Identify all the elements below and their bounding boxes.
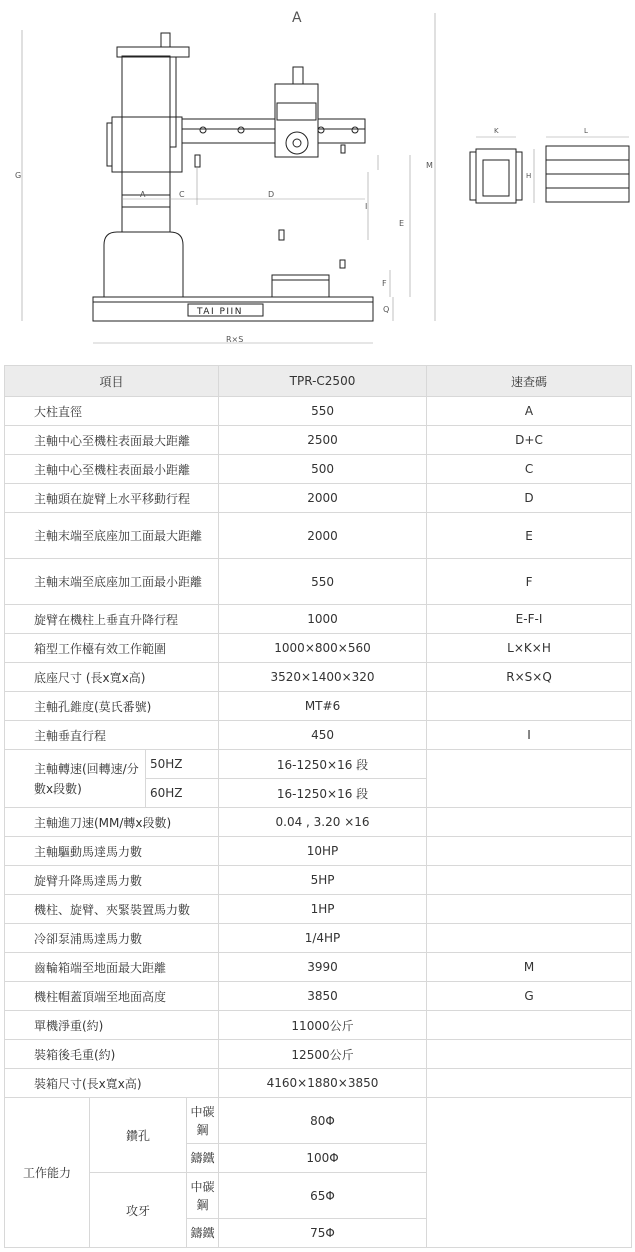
dim-a-top: A	[292, 10, 302, 26]
column	[122, 56, 170, 232]
row-item: 旋臂在機柱上垂直升降行程	[5, 605, 219, 634]
table-row	[5, 692, 632, 721]
header-item: 項目	[5, 366, 219, 397]
row-item: 主軸末端至底座加工面最小距離	[5, 559, 219, 605]
row-item: 主軸垂直行程	[5, 721, 219, 750]
row-code	[427, 924, 632, 953]
table-row	[5, 750, 632, 779]
machine-drawing	[0, 0, 635, 360]
row-item: 大柱直徑	[5, 397, 219, 426]
row-code: C	[427, 455, 632, 484]
table-row	[5, 634, 632, 663]
row-item: 主軸孔錐度(莫氏番號)	[5, 692, 219, 721]
row-item: 機柱帽蓋頂端至地面高度	[5, 982, 219, 1011]
dim-f: F	[382, 279, 387, 288]
dim-m: M	[426, 161, 433, 170]
material-label: 中碳鋼	[187, 1098, 219, 1144]
row-value: 3850	[219, 982, 427, 1011]
table-row	[5, 426, 632, 455]
capacity-item: 工作能力	[5, 1098, 90, 1248]
dim-c: C	[179, 190, 185, 199]
row-item: 主軸頭在旋臂上水平移動行程	[5, 484, 219, 513]
table-row	[5, 837, 632, 866]
speed-code	[427, 750, 632, 808]
row-code: D	[427, 484, 632, 513]
row-item: 主軸中心至機柱表面最大距離	[5, 426, 219, 455]
row-value: 0.04 , 3.20 ×16	[219, 808, 427, 837]
row-code: D+C	[427, 426, 632, 455]
row-value: 11000公斤	[219, 1011, 427, 1040]
radial-arm	[182, 119, 365, 143]
row-item: 齒輪箱端至地面最大距離	[5, 953, 219, 982]
row-item: 主軸中心至機柱表面最小距離	[5, 455, 219, 484]
row-item: 主軸末端至底座加工面最大距離	[5, 513, 219, 559]
table-row	[5, 953, 632, 982]
capacity-value: 75Φ	[219, 1219, 427, 1248]
dim-k: K	[494, 127, 499, 135]
row-value: 550	[219, 397, 427, 426]
capacity-value: 80Φ	[219, 1098, 427, 1144]
speed-hz: 50HZ	[146, 750, 219, 779]
row-code: F	[427, 559, 632, 605]
row-value: 550	[219, 559, 427, 605]
row-code: E-F-I	[427, 605, 632, 634]
row-item: 機柱、旋臂、夾緊裝置馬力數	[5, 895, 219, 924]
row-code: L×K×H	[427, 634, 632, 663]
row-code	[427, 895, 632, 924]
table-row	[5, 808, 632, 837]
dim-h: H	[526, 172, 532, 180]
row-code	[427, 692, 632, 721]
speed-hz: 60HZ	[146, 779, 219, 808]
box-table	[272, 275, 329, 297]
capacity-code	[427, 1098, 632, 1248]
spec-table	[4, 365, 632, 1248]
row-code	[427, 808, 632, 837]
table-row	[5, 721, 632, 750]
speed-item: 主軸轉速(回轉速/分數x段數)	[5, 750, 146, 808]
row-value: 5HP	[219, 866, 427, 895]
box-table-front	[476, 149, 516, 203]
material-label: 中碳鋼	[187, 1173, 219, 1219]
row-item: 裝箱尺寸(長x寬x高)	[5, 1069, 219, 1098]
dim-rxs: R×S	[226, 335, 244, 344]
dim-g: G	[15, 171, 22, 180]
row-value: 4160×1880×3850	[219, 1069, 427, 1098]
row-code: E	[427, 513, 632, 559]
row-item: 冷卻泵浦馬達馬力數	[5, 924, 219, 953]
row-code: A	[427, 397, 632, 426]
row-value: 1000×800×560	[219, 634, 427, 663]
row-code: I	[427, 721, 632, 750]
brand-text: TAI PIIN	[197, 307, 243, 317]
row-value: 3520×1400×320	[219, 663, 427, 692]
dim-e: E	[399, 219, 405, 228]
table-row	[5, 663, 632, 692]
dim-l: L	[584, 127, 588, 135]
row-value: 12500公斤	[219, 1040, 427, 1069]
table-row	[5, 397, 632, 426]
dim-a: A	[140, 190, 146, 199]
row-code	[427, 837, 632, 866]
row-code	[427, 1040, 632, 1069]
row-code	[427, 866, 632, 895]
capacity-value: 100Φ	[219, 1144, 427, 1173]
table-row	[5, 1040, 632, 1069]
row-value: 2500	[219, 426, 427, 455]
table-row	[5, 559, 632, 605]
row-code	[427, 1069, 632, 1098]
speed-value: 16-1250×16 段	[219, 750, 427, 779]
row-code: G	[427, 982, 632, 1011]
table-row	[5, 1098, 632, 1144]
row-item: 箱型工作檯有效工作範圍	[5, 634, 219, 663]
dim-i: I	[365, 202, 368, 211]
row-item: 主軸進刀速(MM/轉x段數)	[5, 808, 219, 837]
table-row	[5, 982, 632, 1011]
table-row	[5, 605, 632, 634]
dim-d: D	[268, 190, 275, 199]
column-pedestal	[104, 232, 183, 297]
row-item: 底座尺寸 (長x寬x高)	[5, 663, 219, 692]
row-value: 500	[219, 455, 427, 484]
row-value: 10HP	[219, 837, 427, 866]
capacity-value: 65Φ	[219, 1173, 427, 1219]
table-header	[5, 366, 632, 397]
row-item: 旋臂升降馬達馬力數	[5, 866, 219, 895]
row-item: 裝箱後毛重(約)	[5, 1040, 219, 1069]
row-value: 2000	[219, 513, 427, 559]
table-row	[5, 455, 632, 484]
row-value: 450	[219, 721, 427, 750]
header-code: 速查碼	[427, 366, 632, 397]
table-row	[5, 866, 632, 895]
row-value: 1/4HP	[219, 924, 427, 953]
table-row	[5, 1011, 632, 1040]
table-row	[5, 895, 632, 924]
row-item: 主軸驅動馬達馬力數	[5, 837, 219, 866]
table-row	[5, 1069, 632, 1098]
table-row	[5, 924, 632, 953]
row-value: 1HP	[219, 895, 427, 924]
dim-q: Q	[383, 305, 390, 314]
drill-label: 鑽孔	[90, 1098, 187, 1173]
table-row	[5, 513, 632, 559]
speed-value: 16-1250×16 段	[219, 779, 427, 808]
row-code: R×S×Q	[427, 663, 632, 692]
row-value: MT#6	[219, 692, 427, 721]
table-row	[5, 484, 632, 513]
row-code: M	[427, 953, 632, 982]
header-model: TPR-C2500	[219, 366, 427, 397]
row-item: 單機淨重(約)	[5, 1011, 219, 1040]
material-label: 鑄鐵	[187, 1144, 219, 1173]
material-label: 鑄鐵	[187, 1219, 219, 1248]
tap-label: 攻牙	[90, 1173, 187, 1248]
row-code	[427, 1011, 632, 1040]
row-value: 1000	[219, 605, 427, 634]
row-value: 2000	[219, 484, 427, 513]
row-value: 3990	[219, 953, 427, 982]
